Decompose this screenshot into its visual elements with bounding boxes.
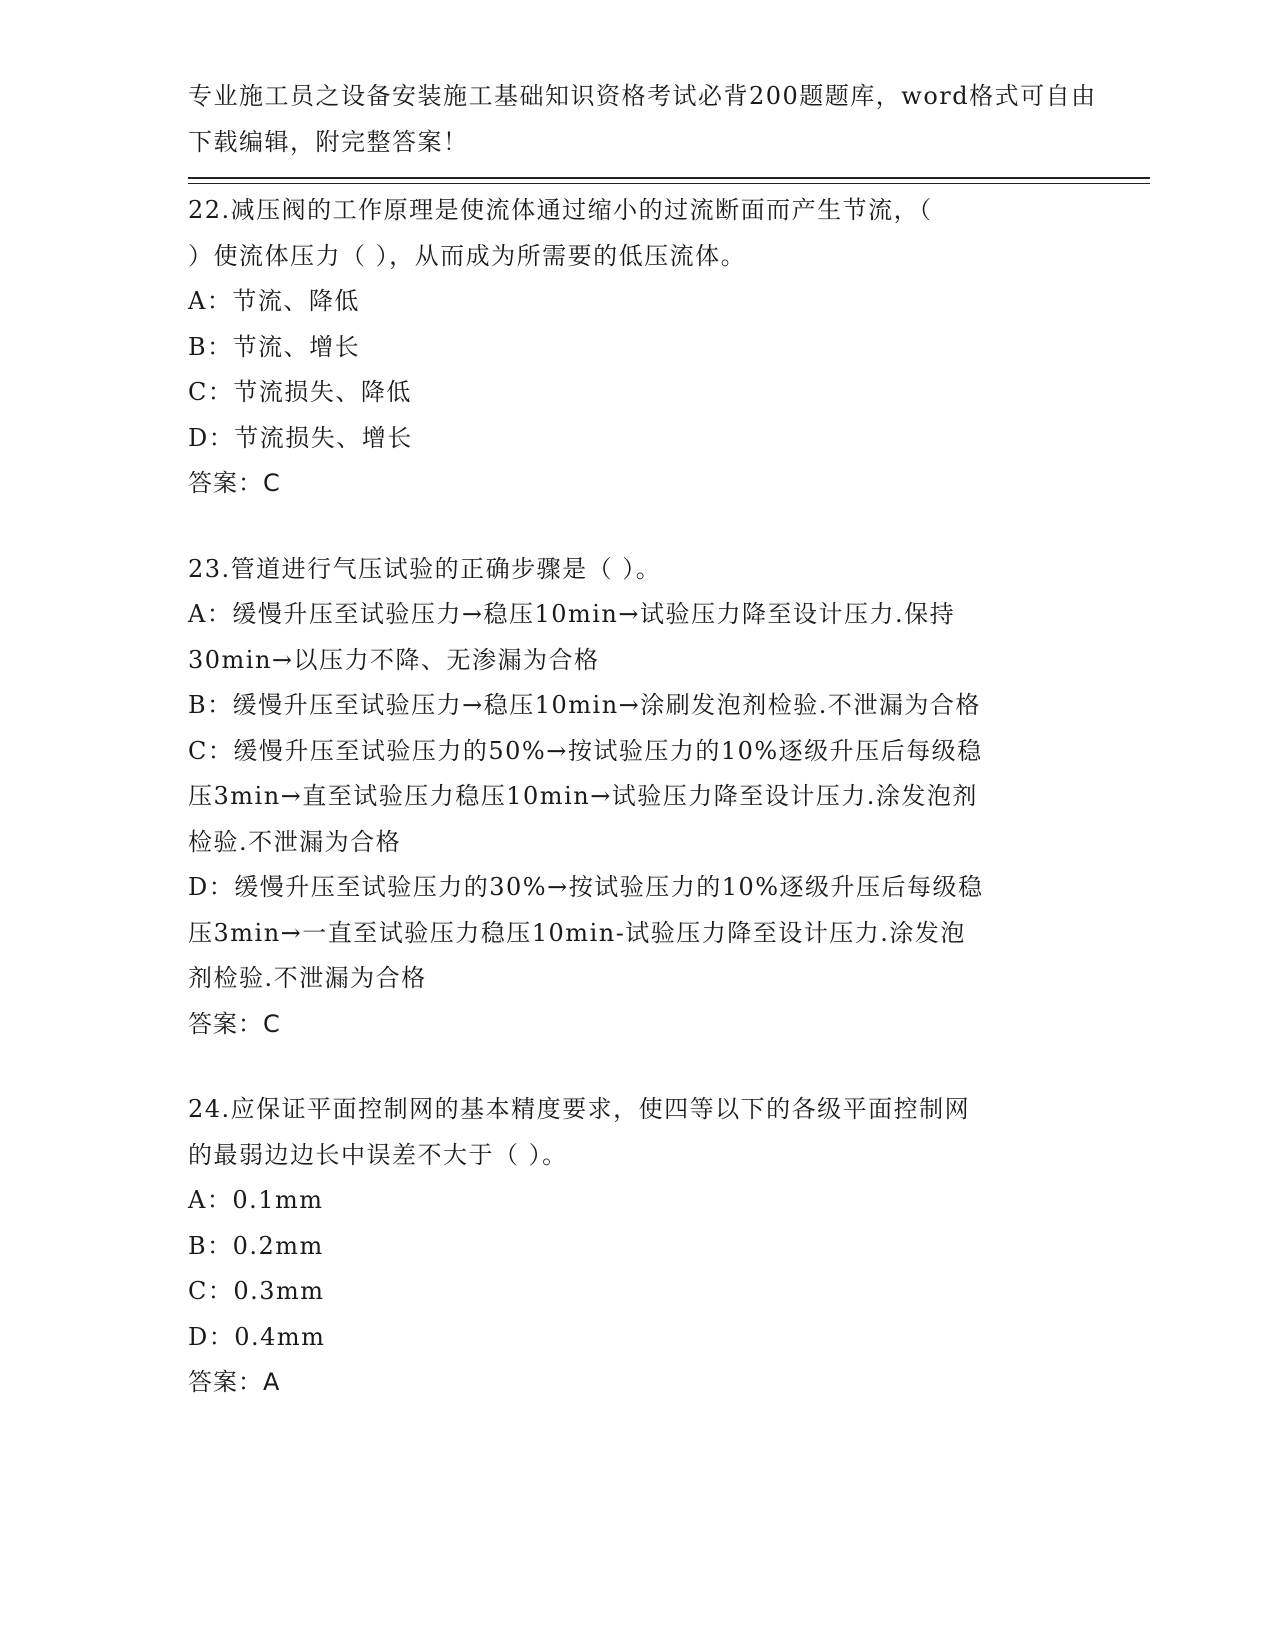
option-d: D：缓慢升压至试验压力的30%→按试验压力的10%逐级升压后每级稳 — [188, 873, 984, 901]
option-a: A：缓慢升压至试验压力→稳压10min→试验压力降至设计压力.保持 — [188, 600, 956, 628]
option-c-continued: 压3min→直至试验压力稳压10min→试验压力降至设计压力.涂发泡剂 — [188, 782, 978, 810]
option-d-continued: 压3min→一直至试验压力稳压10min-试验压力降至设计压力.涂发泡 — [188, 918, 966, 947]
option-c-continued: 检验.不泄漏为合格 — [188, 827, 402, 856]
question-stem-line: 24.应保证平面控制网的基本精度要求，使四等以下的各级平面控制网 — [188, 1095, 971, 1123]
question-stem-line: 的最弱边边长中误差不大于（ ）。 — [188, 1140, 568, 1169]
option-c: C：缓慢升压至试验压力的50%→按试验压力的10%逐级升压后每级稳 — [188, 736, 983, 765]
header-line-2: 下载编辑，附完整答案！ — [188, 127, 469, 156]
option-c: C：节流损失、降低 — [188, 378, 412, 406]
question-24 — [188, 1087, 1088, 1406]
option-c: C：0.3mm — [188, 1277, 325, 1305]
option-a-continued: 30min→以压力不降、无渗漏为合格 — [188, 645, 600, 674]
option-d: D：0.4mm — [188, 1322, 326, 1351]
answer-line: 答案：C — [188, 1009, 281, 1038]
document-header — [188, 74, 1097, 165]
option-a: A：0.1mm — [188, 1186, 324, 1214]
question-23 — [188, 547, 1088, 1048]
question-list — [188, 188, 1088, 1446]
question-stem-line: 22.减压阀的工作原理是使流体通过缩小的过流断面而产生节流，（ — [188, 196, 933, 224]
option-b: B：0.2mm — [188, 1231, 324, 1260]
answer-line: 答案：C — [188, 469, 281, 497]
question-stem-line: ）使流体压力（ ），从而成为所需要的低压流体。 — [188, 241, 747, 270]
option-d: D：节流损失、增长 — [188, 423, 413, 452]
header-divider-thick — [188, 177, 1150, 179]
question-stem-line: 23.管道进行气压试验的正确步骤是（ ）。 — [188, 554, 662, 583]
option-d-continued: 剂检验.不泄漏为合格 — [188, 964, 427, 992]
header-line-1: 专业施工员之设备安装施工基础知识资格考试必背200题题库，word格式可自由 — [188, 82, 1097, 110]
header-divider-thin — [188, 183, 1150, 184]
option-b: B：缓慢升压至试验压力→稳压10min→涂刷发泡剂检验.不泄漏为合格 — [188, 691, 981, 719]
answer-line: 答案：A — [188, 1368, 281, 1396]
option-a: A：节流、降低 — [188, 287, 360, 315]
question-22 — [188, 188, 1088, 507]
option-b: B：节流、增长 — [188, 332, 361, 361]
